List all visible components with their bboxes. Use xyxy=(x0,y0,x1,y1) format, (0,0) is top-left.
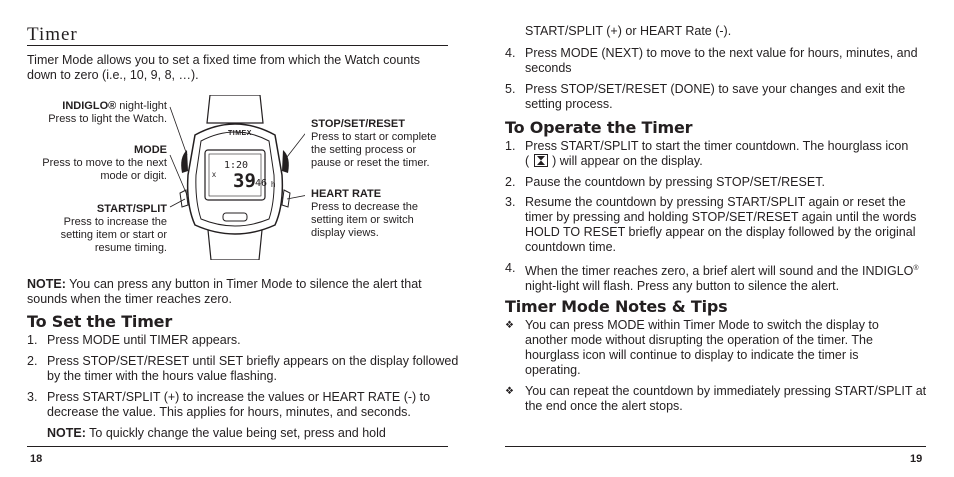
continued-line: START/SPLIT (+) or HEART Rate (-). xyxy=(525,24,732,38)
operate-timer-heading: To Operate the Timer xyxy=(505,118,693,137)
page-title: Timer xyxy=(27,24,78,45)
footer-rule-left xyxy=(27,446,448,447)
callout-indiglo: INDIGLO® night-light Press to light the Watch. xyxy=(48,100,167,125)
intro-text: Timer Mode allows you to set a fixed time from which the Watch counts down to zero (i.e., 10, 9, 8, …). xyxy=(27,53,420,82)
watch-display-top: 1:20 xyxy=(224,160,249,171)
bullet-icon: ❖ xyxy=(505,320,514,331)
stop-set-reset-button-shape xyxy=(282,150,289,173)
watch-display-h: h xyxy=(271,180,276,189)
watch-brand: TIMEX xyxy=(228,130,252,137)
tips-heading: Timer Mode Notes & Tips xyxy=(505,297,728,316)
watch-display-x: x xyxy=(212,170,216,179)
hourglass-icon xyxy=(534,154,548,167)
callout-heart-rate: HEART RATE Press to decrease the setting item or switch display views. xyxy=(311,188,419,239)
watch-display-main: 39 xyxy=(233,170,256,192)
callout-mode: MODE Press to move to the next mode or digit. xyxy=(42,144,167,182)
note2-text: NOTE: To quickly change the value being set, press and hold xyxy=(47,426,386,440)
set-timer-heading: To Set the Timer xyxy=(27,312,173,331)
bullet-icon: ❖ xyxy=(505,386,514,397)
footer-rule-right xyxy=(505,446,926,447)
watch-display-sec: 46 xyxy=(255,178,268,189)
page-number-right: 19 xyxy=(910,453,923,465)
indiglo-button-shape xyxy=(181,150,188,173)
title-rule xyxy=(27,45,448,46)
callout-stop-set-reset: STOP/SET/RESET Press to start or complete the setting process or pause or reset the timer. xyxy=(311,118,437,169)
callout-start-split: START/SPLIT Press to increase the setting item or start or resume timing. xyxy=(60,203,167,254)
page-number-left: 18 xyxy=(30,453,43,465)
note-text: NOTE: You can press any button in Timer Mode to silence the alert that sounds when the timer reaches zero. xyxy=(27,277,422,306)
